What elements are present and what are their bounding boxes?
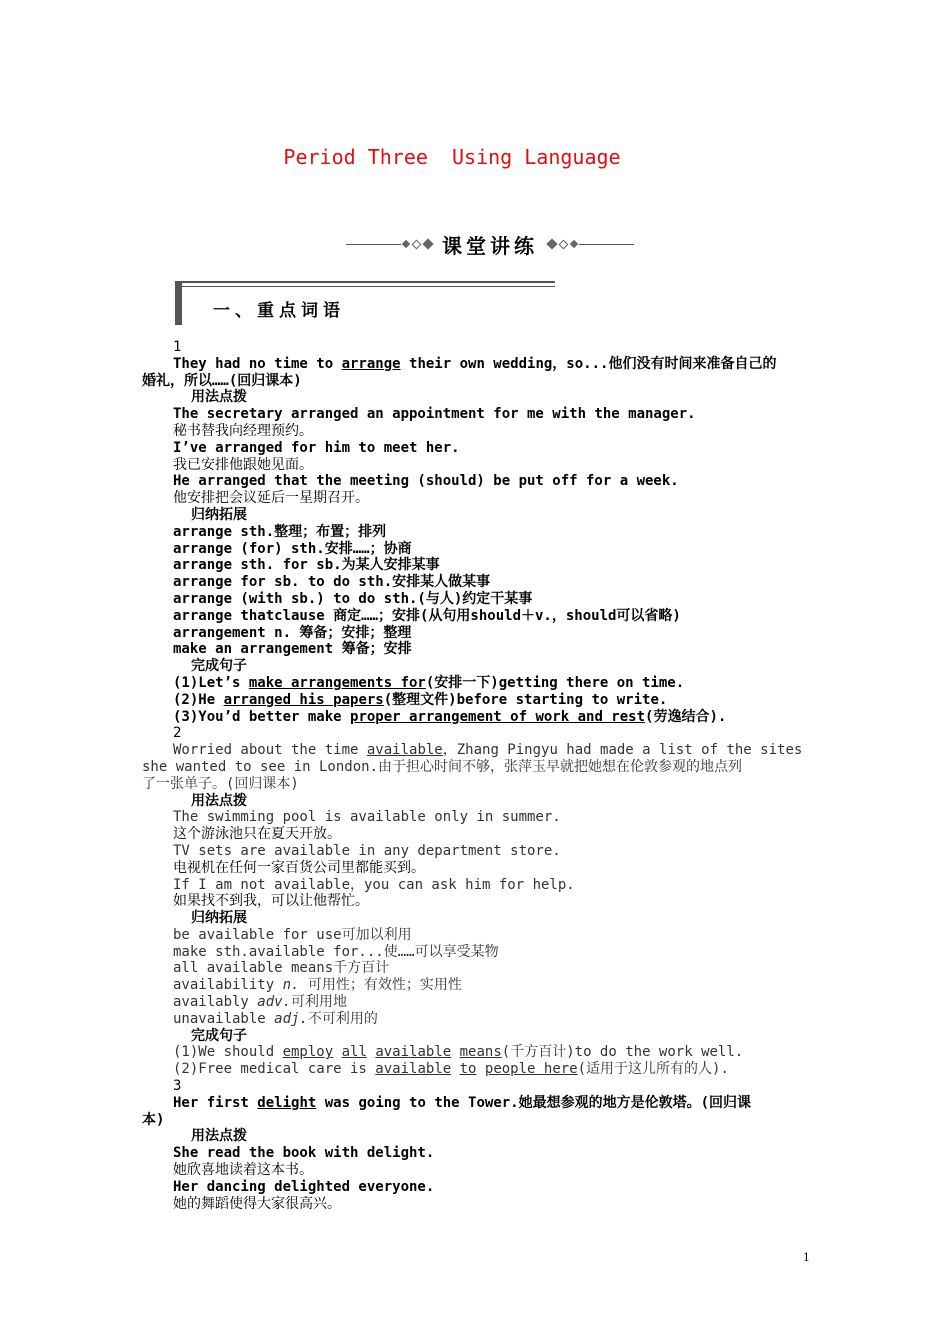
completion-sentence: (1)Let’s make arrangements for(安排一下)getting there on time. bbox=[173, 674, 685, 691]
item-number: 2 bbox=[173, 725, 182, 742]
usage-line: 她的舞蹈使得大家很高兴。 bbox=[173, 1195, 341, 1212]
extension-line: make an arrangement 筹备；安排 bbox=[173, 641, 412, 658]
extension-line: arrange thatclause 商定……；安排(从句用should＋v.，should可以省略) bbox=[173, 607, 681, 624]
extension-line: arrange (with sb.) to do sth.(与人)约定干某事 bbox=[173, 590, 533, 607]
extension-line: all available means千方百计 bbox=[173, 960, 390, 977]
completion-label: 完成句子 bbox=[191, 1027, 247, 1044]
example-sentence: Her first delight was going to the Tower.她最想参观的地方是伦敦塔。(回归课 bbox=[173, 1094, 752, 1111]
usage-line: 她欣喜地读着这本书。 bbox=[173, 1162, 313, 1179]
usage-line: Her dancing delighted everyone. bbox=[173, 1178, 435, 1195]
extension-line: arrange (for) sth.安排……；协商 bbox=[173, 540, 412, 557]
usage-label: 用法点拨 bbox=[191, 389, 247, 406]
example-sentence: They had no time to arrange their own wedding，so...他们没有时间来准备自己的 bbox=[173, 355, 777, 372]
example-sentence: Worried about the time available，Zhang Pingyu had made a list of the sites bbox=[173, 742, 803, 759]
section-heading-text: 一、重点词语 bbox=[213, 301, 345, 321]
extension-label: 归纳拓展 bbox=[191, 506, 247, 523]
usage-line: 这个游泳池只在夏天开放。 bbox=[173, 826, 341, 843]
extension-line: unavailable adj.不可利用的 bbox=[173, 1010, 378, 1027]
extension-line: be available for use可加以利用 bbox=[173, 926, 412, 943]
item-number: 3 bbox=[173, 1078, 182, 1095]
completion-sentence: (1)We should employ all available means(千方百计)to do the work well. bbox=[173, 1044, 744, 1061]
usage-line: 我已安排他跟她见面。 bbox=[173, 456, 313, 473]
document-body bbox=[142, 339, 814, 1212]
extension-line: arrange sth.整理；布置；排列 bbox=[173, 523, 387, 540]
completion-sentence: (3)You’d better make proper arrangement of work and rest(劳逸结合). bbox=[173, 708, 727, 725]
page-number: 1 bbox=[803, 1249, 810, 1264]
usage-line: The secretary arranged an appointment for me with the manager. bbox=[173, 406, 696, 423]
banner-ornament-right bbox=[546, 240, 634, 248]
example-sentence-cont: 婚礼，所以……(回归课本) bbox=[142, 372, 302, 389]
usage-line: If I am not available，you can ask him for help. bbox=[173, 876, 575, 893]
usage-label: 用法点拨 bbox=[191, 1128, 247, 1145]
banner-ornament-left bbox=[346, 240, 434, 248]
completion-sentence: (2)He arranged his papers(整理文件)before starting to write. bbox=[173, 691, 668, 708]
usage-line: He arranged that the meeting (should) be put off for a week. bbox=[173, 473, 679, 490]
completion-label: 完成句子 bbox=[191, 658, 247, 675]
usage-label: 用法点拨 bbox=[191, 792, 247, 809]
usage-line: TV sets are available in any department store. bbox=[173, 842, 561, 859]
extension-label: 归纳拓展 bbox=[191, 910, 247, 927]
extension-line: availability n. 可用性；有效性；实用性 bbox=[173, 977, 462, 994]
section-heading bbox=[175, 281, 555, 325]
banner-title: 课堂讲练 bbox=[442, 233, 538, 258]
completion-sentence: (2)Free medical care is available to people here(适用于这儿所有的人). bbox=[173, 1061, 729, 1078]
usage-line: 秘书替我向经理预约。 bbox=[173, 422, 313, 439]
extension-line: make sth.available for...使……可以享受某物 bbox=[173, 943, 499, 960]
page-title: Period Three Using Language bbox=[283, 145, 621, 169]
usage-line: 如果找不到我，可以让他帮忙。 bbox=[173, 893, 369, 910]
usage-line: The swimming pool is available only in summer. bbox=[173, 809, 561, 826]
example-sentence-cont: 本) bbox=[142, 1111, 165, 1128]
extension-line: arrange sth. for sb.为某人安排某事 bbox=[173, 557, 440, 574]
usage-line: 电视机在任何一家百货公司里都能买到。 bbox=[173, 859, 425, 876]
usage-line: 他安排把会议延后一星期召开。 bbox=[173, 490, 369, 507]
extension-line: arrange for sb. to do sth.安排某人做某事 bbox=[173, 574, 491, 591]
extension-line: arrangement n. 筹备；安排；整理 bbox=[173, 624, 412, 641]
example-sentence-cont: 了一张单子。(回归课本) bbox=[142, 775, 299, 792]
section-banner bbox=[310, 229, 670, 259]
example-sentence-cont: she wanted to see in London.由于担心时间不够，张萍玉早就把她想在伦敦参观的地点列 bbox=[142, 758, 743, 775]
item-number: 1 bbox=[173, 339, 182, 355]
extension-line: availably adv.可利用地 bbox=[173, 994, 348, 1011]
usage-line: She read the book with delight. bbox=[173, 1145, 435, 1162]
usage-line: I’ve arranged for him to meet her. bbox=[173, 439, 460, 456]
